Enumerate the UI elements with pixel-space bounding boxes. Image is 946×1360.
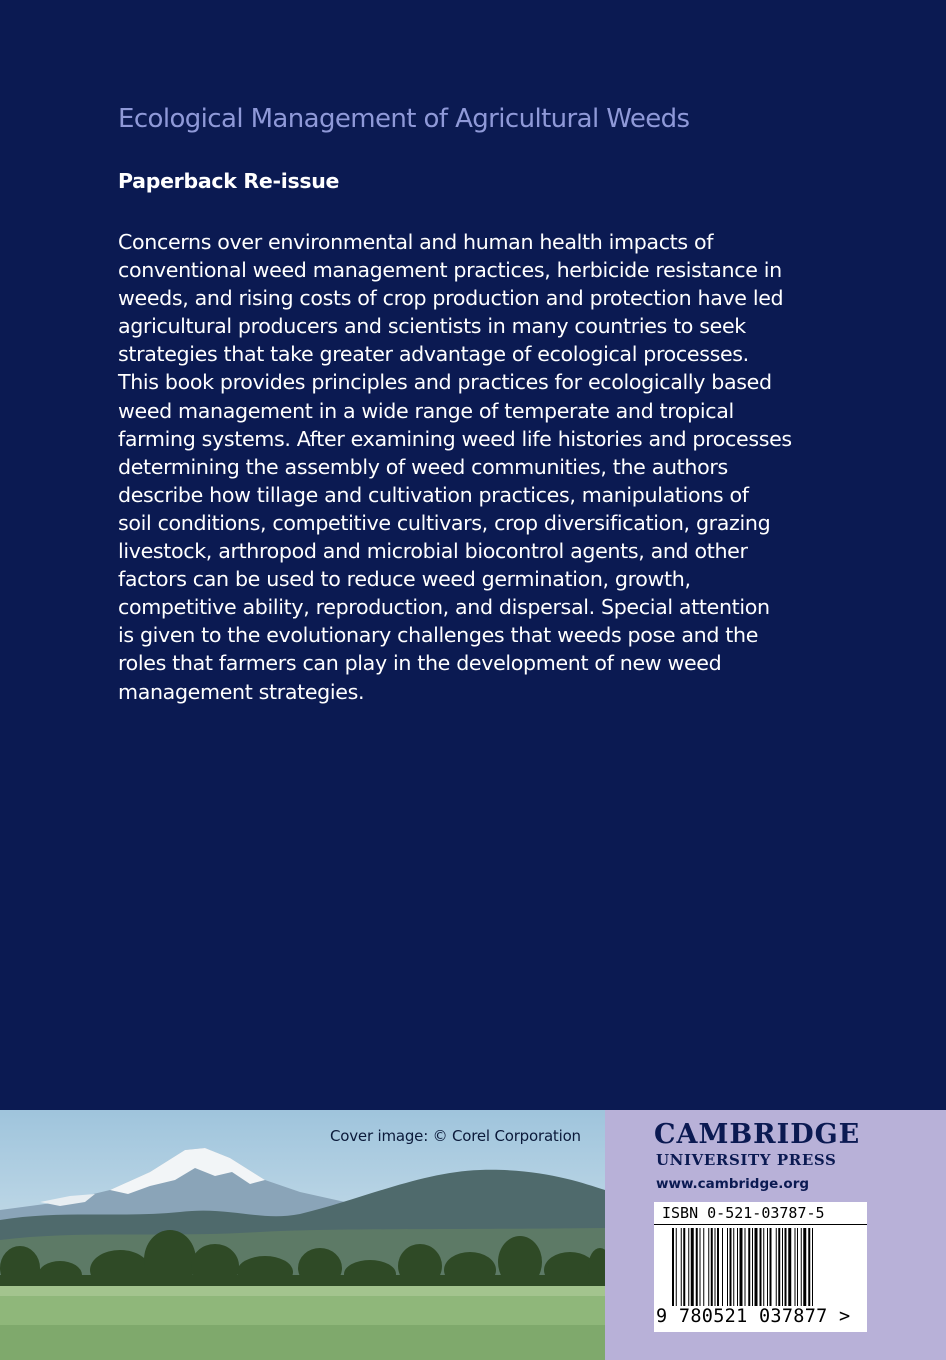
barcode-bar: [760, 1228, 762, 1306]
barcode-bar: [676, 1228, 677, 1306]
description-line: determining the assembly of weed communities, the authors: [118, 454, 728, 479]
barcode-bar: [730, 1228, 732, 1306]
barcode-bar: [745, 1228, 746, 1306]
barcode-bar: [763, 1228, 764, 1306]
barcode-bar: [691, 1228, 694, 1306]
description-line: weeds, and rising costs of crop production and protection have led: [118, 286, 784, 311]
barcode-bar: [797, 1228, 798, 1306]
description-line: roles that farmers can play in the development of new weed: [118, 651, 722, 676]
description-line: is given to the evolutionary challenges that weeds pose and the: [118, 623, 759, 648]
barcode-bar: [808, 1228, 810, 1306]
barcode-bar: [740, 1228, 743, 1306]
description-line: Concerns over environmental and human health impacts of: [118, 230, 714, 254]
barcode-bar: [717, 1228, 719, 1306]
barcode-bar: [788, 1228, 791, 1306]
barcode-bar: [733, 1228, 734, 1306]
field-foreground: [0, 1325, 605, 1360]
barcode-bar: [715, 1228, 716, 1306]
publisher-website: www.cambridge.org: [656, 1176, 810, 1192]
barcode-bar: [778, 1228, 780, 1306]
barcode-bar: [752, 1228, 753, 1306]
barcode-bar: [776, 1228, 777, 1306]
barcode-bar: [737, 1228, 738, 1306]
barcode-bar: [683, 1228, 685, 1306]
barcode-bar: [812, 1228, 813, 1306]
barcode-bar: [727, 1228, 728, 1306]
barcode-digits: 9 780521 037877 >: [656, 1306, 851, 1327]
landscape-illustration: [0, 1110, 605, 1360]
description-line: competitive ability, reproduction, and dispersal. Special attention: [118, 595, 770, 620]
cover-photo-landscape: [0, 1110, 605, 1360]
isbn-divider: [654, 1224, 867, 1225]
description-line: This book provides principles and practices for ecologically based: [118, 370, 772, 395]
barcode-bar: [708, 1228, 709, 1306]
barcode-bar: [785, 1228, 787, 1306]
description-line: strategies that take greater advantage of ecological processes.: [118, 342, 749, 367]
barcode-bar: [688, 1228, 689, 1306]
barcode-bar: [755, 1228, 758, 1306]
barcode-bar: [801, 1228, 802, 1306]
barcode-bar: [748, 1228, 750, 1306]
barcode-bar: [782, 1228, 783, 1306]
book-description: [118, 228, 838, 706]
field-horizon: [0, 1286, 605, 1296]
barcode-bar: [696, 1228, 698, 1306]
barcode-bar: [700, 1228, 701, 1306]
publisher-logo-name: CAMBRIDGE: [654, 1119, 861, 1150]
isbn-label: ISBN 0-521-03787-5: [662, 1204, 825, 1222]
description-line: factors can be used to reduce weed germination, growth,: [118, 567, 691, 592]
description-line: farming systems. After examining weed life histories and processes: [118, 426, 792, 451]
barcode-bar: [722, 1228, 723, 1306]
barcode-bar: [767, 1228, 768, 1306]
description-line: describe how tillage and cultivation practices, manipulations of: [118, 482, 749, 507]
barcode-bar: [672, 1228, 674, 1306]
book-title: Ecological Management of Agricultural Weeds: [118, 104, 690, 134]
description-line: weed management in a wide range of temperate and tropical: [118, 398, 734, 423]
edition-label: Paperback Re-issue: [118, 169, 340, 193]
barcode-icon: [672, 1228, 862, 1306]
description-line: livestock, arthropod and microbial biocontrol agents, and other: [118, 539, 748, 564]
barcode-bar: [711, 1228, 713, 1306]
description-line: soil conditions, competitive cultivars, crop diversification, grazing: [118, 510, 771, 535]
barcode-bar: [803, 1228, 806, 1306]
barcode-bar: [681, 1228, 682, 1306]
description-line: conventional weed management practices, herbicide resistance in: [118, 258, 782, 283]
description-line: management strategies.: [118, 679, 365, 704]
barcode-bar: [770, 1228, 772, 1306]
barcode-bar: [703, 1228, 704, 1306]
publisher-logo-subname: UNIVERSITY PRESS: [656, 1151, 837, 1169]
barcode-bar: [795, 1228, 796, 1306]
cover-image-credit: Cover image: © Corel Corporation: [330, 1127, 581, 1145]
description-line: agricultural producers and scientists in many countries to seek: [118, 314, 746, 339]
